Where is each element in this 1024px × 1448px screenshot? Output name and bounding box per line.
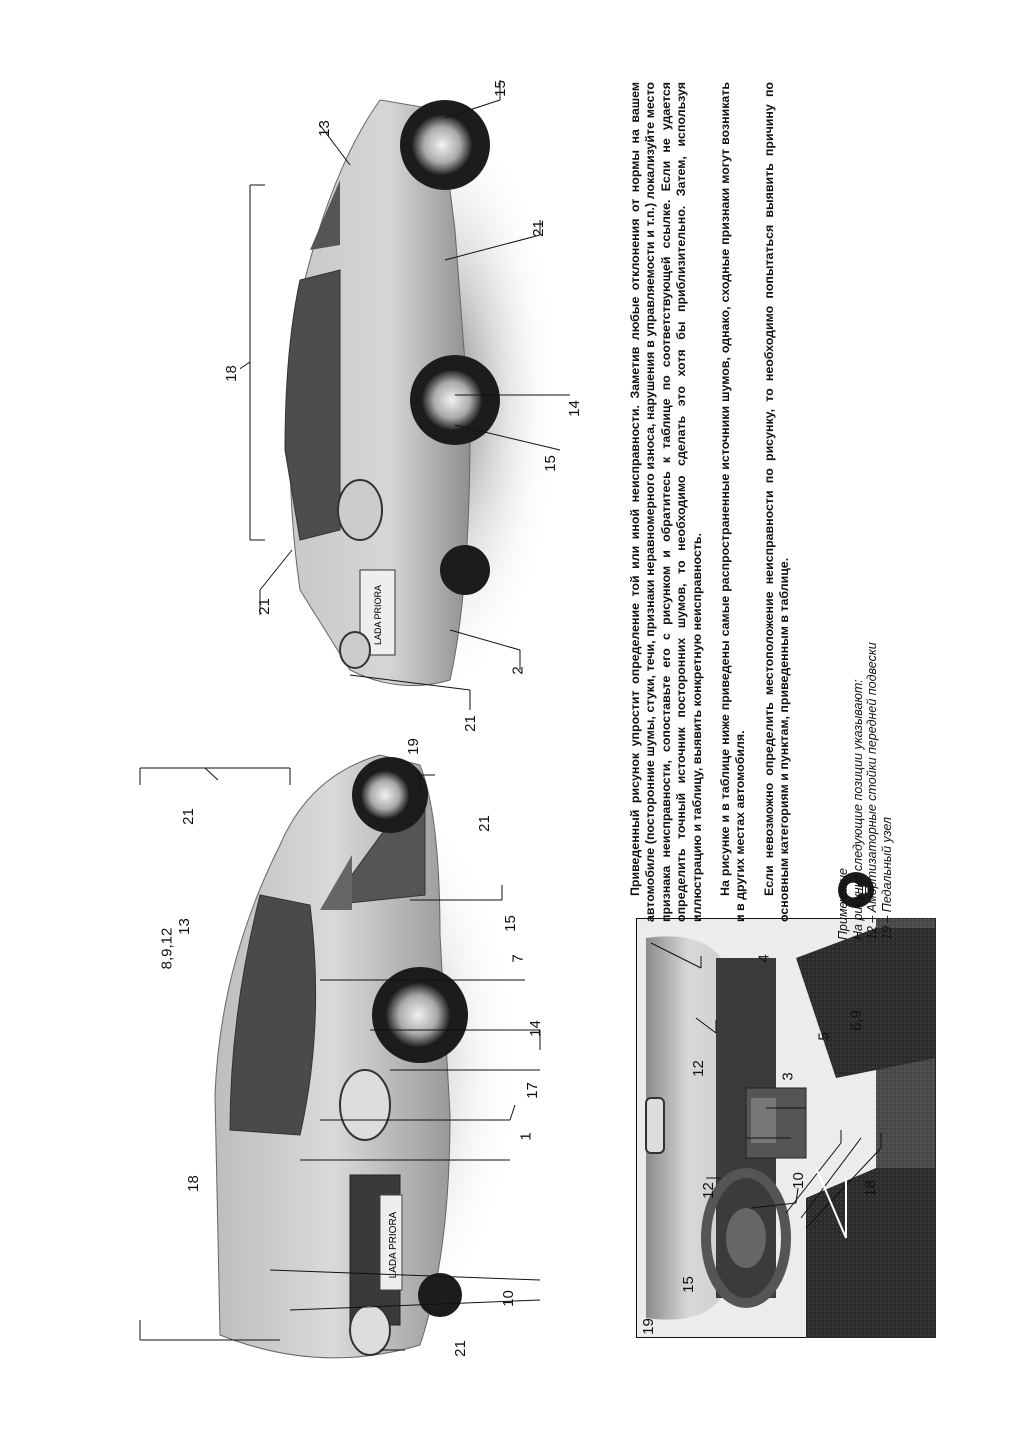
front-label-10: 10 [499,1290,517,1307]
interior-label-19: 19 [639,1318,657,1335]
front-label-21-top: 21 [179,808,197,825]
paragraph-1: Приведенный рисунок упростит определение той или иной неисправности. Заметив любые отклонения от нормы на вашем автомобиле (посторонние шумы, стуки, течи, признаки неравномерного износа, нарушения в управляемости и т.п.) локализуйте место признака неисправности, сопоставьте его с рисунком и обратитесь к таблице по соответствующей ссылке. Если не удается определить точный источник посторонних шумов, то необходимо сделать это хотя бы приблизительно. Затем, используя иллюстрацию и таблицу, выявить конкретную неисправность. [628,82,704,922]
interior-label-12-right: 12 [689,1060,707,1077]
front-label-19: 19 [404,738,422,755]
front-label-13: 13 [175,918,193,935]
interior-label-5: 5 [815,1032,833,1041]
car-badge-rear: LADA PRIORA [373,584,383,646]
front-label-7: 7 [509,954,527,963]
front-label-17: 17 [523,1082,541,1099]
interior-label-18: 18 [861,1180,879,1197]
rear-label-21-right: 21 [529,220,547,237]
interior-label-15: 15 [679,1276,697,1293]
front-label-21-left: 21 [451,1340,469,1357]
front-label-21-right: 21 [475,815,493,832]
rear-label-18: 18 [222,365,240,382]
interior-label-6-9: 6,9 [847,1010,865,1031]
rear-car-callouts [240,70,570,730]
rear-label-15-upper: 15 [491,80,509,97]
paragraph-2: На рисунке и в таблице ниже приведены самые распространенные источники шумов, однако, сходные признаки могут возникать и в других местах автомобиля. [718,82,748,922]
interior-label-4: 4 [755,954,773,963]
paragraph-3: Если невозможно определить местоположение неисправности по рисунку, то необходимо попытаться выявить причину по основным категориям и пунктам, приведенным в таблице. [761,82,792,922]
front-label-15: 15 [501,915,519,932]
rear-label-14: 14 [565,400,583,417]
front-label-18: 18 [184,1175,202,1192]
note-item-19: 19 – Педальный узел [879,816,894,940]
front-label-8-9-12: 8,9,12 [158,927,176,970]
front-label-1: 1 [517,1132,535,1141]
body-text-column [628,82,834,922]
rear-label-2: 2 [509,666,527,675]
interior-label-3: 3 [779,1072,797,1081]
rear-label-13: 13 [315,120,333,137]
rear-label-21-front: 21 [461,715,479,732]
interior-label-10: 10 [789,1172,807,1189]
note-title: Примечание [836,868,850,940]
car-badge-front: LADA PRIORA [388,1211,399,1279]
note-intro: На рисунке следующие позиции указывают: [850,679,865,940]
interior-label-12-left: 12 [699,1182,717,1199]
interior-photo [636,918,936,1338]
rear-label-15-lower: 15 [541,455,559,472]
note-block [836,642,946,940]
rear-label-21-left: 21 [255,598,273,615]
front-label-14: 14 [526,1020,544,1037]
note-item-12: 12 – Амортизаторные стойки передней подвески [865,642,879,940]
